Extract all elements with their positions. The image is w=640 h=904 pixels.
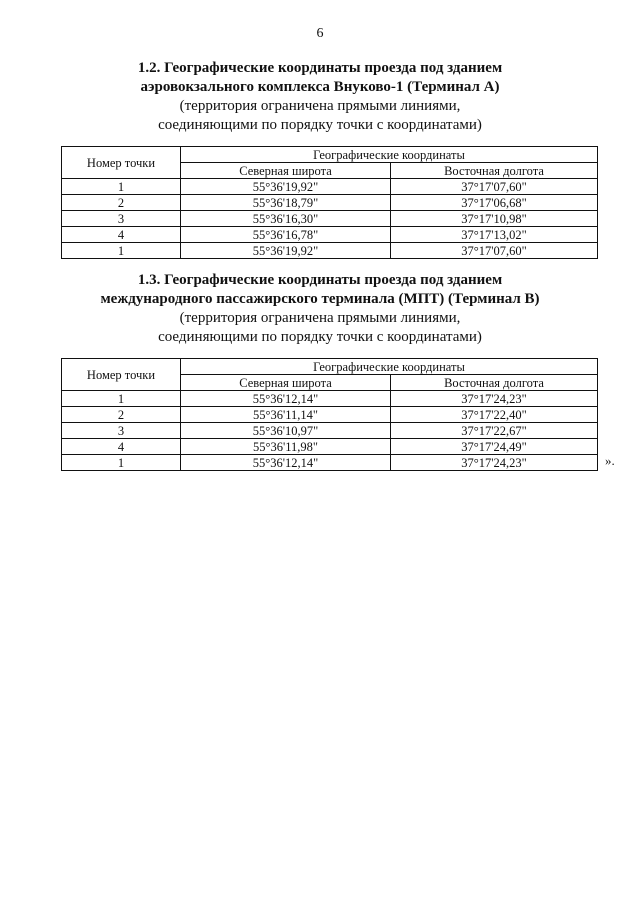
header-point-number: Номер точки	[62, 359, 181, 391]
section-title-line: 1.3. Географические координаты проезда под зданием	[137, 272, 503, 288]
coordinates-table-1-3	[61, 358, 598, 471]
section-note-line: (территория ограничена прямыми линиями,	[179, 98, 461, 114]
header-latitude: Северная широта	[181, 163, 391, 179]
cell-point: 2	[62, 195, 181, 211]
cell-longitude: 37°17'10,98"	[391, 211, 598, 227]
header-point-number: Номер точки	[62, 147, 181, 179]
header-geo-coordinates: Географические координаты	[181, 359, 598, 375]
coordinates-table-1-2	[61, 146, 598, 259]
cell-point: 1	[62, 391, 181, 407]
table-row	[62, 439, 598, 455]
section-note-line: (территория ограничена прямыми линиями,	[179, 310, 461, 326]
cell-longitude: 37°17'06,68"	[391, 195, 598, 211]
cell-point: 1	[62, 455, 181, 471]
cell-longitude: 37°17'22,67"	[391, 423, 598, 439]
section-heading-1-2	[0, 59, 640, 135]
section-title-line: 1.2. Географические координаты проезда под зданием	[137, 60, 503, 76]
header-longitude: Восточная долгота	[391, 375, 598, 391]
header-longitude: Восточная долгота	[391, 163, 598, 179]
cell-point: 1	[62, 179, 181, 195]
closing-quote-mark: ».	[605, 453, 615, 468]
cell-point: 3	[62, 211, 181, 227]
table-row	[62, 423, 598, 439]
cell-latitude: 55°36'10,97"	[181, 423, 391, 439]
section-title-line: аэровокзального комплекса Внуково-1 (Терминал А)	[140, 79, 500, 95]
cell-longitude: 37°17'07,60"	[391, 179, 598, 195]
cell-latitude: 55°36'12,14"	[181, 391, 391, 407]
section-heading-1-3	[0, 271, 640, 347]
cell-latitude: 55°36'19,92"	[181, 243, 391, 259]
cell-longitude: 37°17'24,23"	[391, 455, 598, 471]
table-row	[62, 227, 598, 243]
table-row	[62, 195, 598, 211]
cell-longitude: 37°17'24,23"	[391, 391, 598, 407]
cell-longitude: 37°17'13,02"	[391, 227, 598, 243]
cell-point: 2	[62, 407, 181, 423]
section-title-line: международного пассажирского терминала (МПТ) (Терминал В)	[100, 291, 540, 307]
cell-latitude: 55°36'12,14"	[181, 455, 391, 471]
cell-point: 3	[62, 423, 181, 439]
table-row	[62, 211, 598, 227]
cell-latitude: 55°36'16,30"	[181, 211, 391, 227]
section-note-line: соединяющими по порядку точки с координатами)	[158, 117, 482, 133]
cell-point: 4	[62, 227, 181, 243]
section-note-line: соединяющими по порядку точки с координатами)	[158, 329, 482, 345]
cell-latitude: 55°36'16,78"	[181, 227, 391, 243]
cell-longitude: 37°17'22,40"	[391, 407, 598, 423]
cell-latitude: 55°36'18,79"	[181, 195, 391, 211]
cell-latitude: 55°36'11,14"	[181, 407, 391, 423]
cell-longitude: 37°17'07,60"	[391, 243, 598, 259]
cell-latitude: 55°36'11,98"	[181, 439, 391, 455]
cell-point: 4	[62, 439, 181, 455]
cell-latitude: 55°36'19,92"	[181, 179, 391, 195]
table-row	[62, 407, 598, 423]
cell-longitude: 37°17'24,49"	[391, 439, 598, 455]
header-latitude: Северная широта	[181, 375, 391, 391]
table-row	[62, 243, 598, 259]
cell-point: 1	[62, 243, 181, 259]
header-geo-coordinates: Географические координаты	[181, 147, 598, 163]
table-row	[62, 179, 598, 195]
table-row	[62, 391, 598, 407]
table-row	[62, 455, 598, 471]
page-number: 6	[316, 26, 324, 41]
